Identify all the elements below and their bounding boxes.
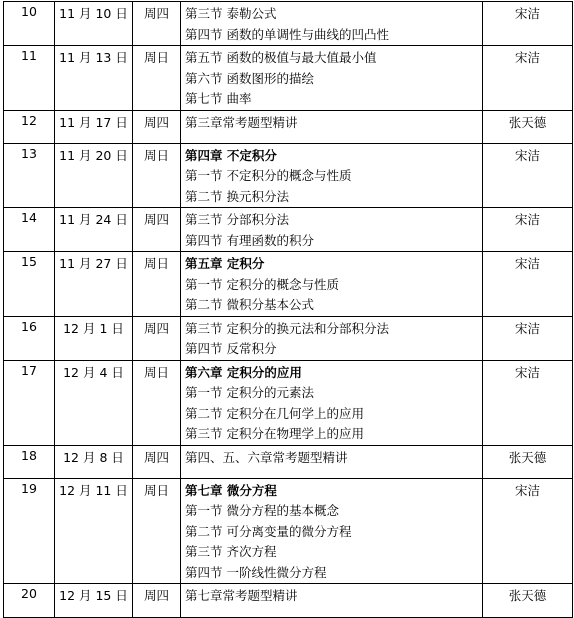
row-teacher: 宋洁 — [483, 143, 573, 208]
row-weekday: 周日 — [133, 46, 181, 111]
row-content — [181, 478, 483, 584]
row-content — [181, 46, 483, 111]
chapter-title: 第五章 定积分 — [185, 256, 265, 271]
row-date: 11 月 17 日 — [55, 110, 133, 143]
schedule-table — [3, 1, 573, 618]
table-row — [4, 252, 573, 317]
row-date: 12 月 1 日 — [55, 316, 133, 360]
section-line: 第七章常考题型精讲 — [185, 588, 298, 603]
section-line: 第五节 函数的极值与最大值最小值 — [185, 50, 377, 65]
table-row — [4, 208, 573, 252]
row-date: 11 月 13 日 — [55, 46, 133, 111]
row-teacher: 宋洁 — [483, 316, 573, 360]
row-number: 15 — [4, 252, 55, 317]
row-teacher: 张天德 — [483, 110, 573, 143]
row-number: 19 — [4, 478, 55, 584]
row-number: 11 — [4, 46, 55, 111]
row-content — [181, 2, 483, 46]
row-weekday: 周四 — [133, 2, 181, 46]
section-line: 第三节 定积分在物理学上的应用 — [185, 426, 364, 441]
row-teacher: 宋洁 — [483, 2, 573, 46]
row-content — [181, 584, 483, 618]
section-line: 第四节 函数的单调性与曲线的凹凸性 — [185, 26, 389, 42]
row-weekday: 周四 — [133, 445, 181, 478]
section-line: 第三节 齐次方程 — [185, 544, 277, 559]
table-row — [4, 584, 573, 618]
row-date: 11 月 24 日 — [55, 208, 133, 252]
row-number: 14 — [4, 208, 55, 252]
row-weekday: 周日 — [133, 143, 181, 208]
row-number: 17 — [4, 360, 55, 445]
table-row — [4, 316, 573, 360]
row-date: 12 月 4 日 — [55, 360, 133, 445]
row-teacher: 宋洁 — [483, 46, 573, 111]
chapter-title: 第四章 不定积分 — [185, 147, 277, 163]
row-date: 12 月 11 日 — [55, 478, 133, 584]
row-weekday: 周四 — [133, 316, 181, 360]
row-date: 12 月 15 日 — [55, 584, 133, 618]
row-weekday: 周四 — [133, 110, 181, 143]
row-number: 12 — [4, 110, 55, 143]
row-teacher: 张天德 — [483, 445, 573, 478]
chapter-title: 第六章 定积分的应用 — [185, 364, 302, 380]
row-teacher: 宋洁 — [483, 478, 573, 584]
row-teacher: 宋洁 — [483, 360, 573, 445]
row-number: 10 — [4, 2, 55, 46]
row-teacher: 张天德 — [483, 584, 573, 618]
section-line: 第三节 泰勒公式 — [185, 6, 277, 21]
row-content — [181, 143, 483, 208]
section-line: 第四节 反常积分 — [185, 341, 277, 356]
section-line: 第一节 定积分的元素法 — [185, 385, 314, 400]
table-row — [4, 2, 573, 46]
section-line: 第七节 曲率 — [185, 91, 252, 106]
schedule-body — [4, 2, 573, 618]
section-line: 第四节 一阶线性微分方程 — [185, 564, 327, 580]
section-line: 第三节 分部积分法 — [185, 212, 289, 227]
section-line: 第一节 不定积分的概念与性质 — [185, 168, 352, 183]
section-line: 第二节 可分离变量的微分方程 — [185, 523, 352, 539]
row-number: 16 — [4, 316, 55, 360]
row-weekday: 周日 — [133, 252, 181, 317]
row-date: 11 月 20 日 — [55, 143, 133, 208]
table-row — [4, 46, 573, 111]
section-line: 第三章常考题型精讲 — [185, 114, 298, 130]
row-number: 20 — [4, 584, 55, 618]
row-date: 11 月 27 日 — [55, 252, 133, 317]
row-number: 13 — [4, 143, 55, 208]
row-content — [181, 252, 483, 317]
row-content — [181, 316, 483, 360]
row-content — [181, 360, 483, 445]
row-content — [181, 445, 483, 478]
section-line: 第二节 定积分在几何学上的应用 — [185, 405, 364, 421]
table-row — [4, 478, 573, 584]
row-teacher: 宋洁 — [483, 208, 573, 252]
section-line: 第二节 换元积分法 — [185, 188, 289, 204]
row-date: 11 月 10 日 — [55, 2, 133, 46]
section-line: 第一节 定积分的概念与性质 — [185, 276, 339, 292]
row-weekday: 周四 — [133, 584, 181, 618]
row-weekday: 周日 — [133, 478, 181, 584]
row-weekday: 周四 — [133, 208, 181, 252]
table-row — [4, 445, 573, 478]
section-line: 第三节 定积分的换元法和分部积分法 — [185, 320, 389, 336]
chapter-title: 第七章 微分方程 — [185, 482, 277, 498]
section-line: 第六节 函数图形的描绘 — [185, 70, 314, 86]
row-date: 12 月 8 日 — [55, 445, 133, 478]
row-number: 18 — [4, 445, 55, 478]
row-weekday: 周日 — [133, 360, 181, 445]
section-line: 第四节 有理函数的积分 — [185, 232, 314, 248]
section-line: 第四、五、六章常考题型精讲 — [185, 449, 348, 465]
table-row — [4, 110, 573, 143]
table-row — [4, 143, 573, 208]
row-content — [181, 110, 483, 143]
row-content — [181, 208, 483, 252]
table-row — [4, 360, 573, 445]
row-teacher: 宋洁 — [483, 252, 573, 317]
section-line: 第二节 微积分基本公式 — [185, 297, 314, 312]
section-line: 第一节 微分方程的基本概念 — [185, 503, 339, 518]
